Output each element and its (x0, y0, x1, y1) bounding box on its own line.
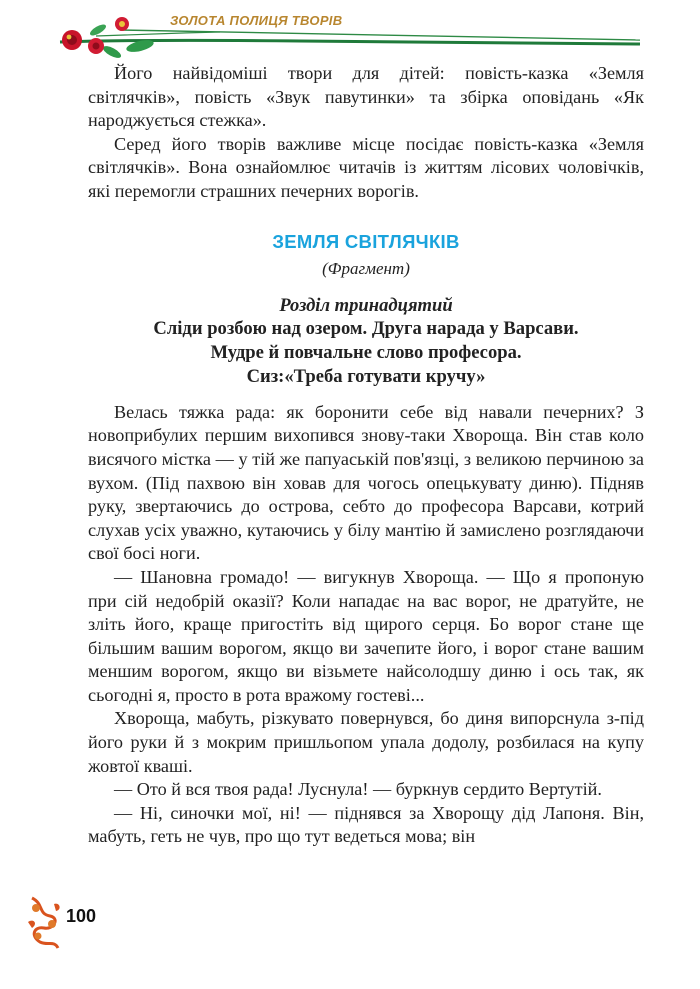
story-paragraph: — Шановна громадо! — вигукнув Хвороща. — Що я пропоную при сій недобрій оказії? Коли нападає на вас ворог, не дратуйте, не зліть його, краще пригостіть від щирого серця. Бо ворог стане ще більшим вашим ворогом, якщо ви зачепите його, і ворог стане вашим меншим ворогом, якщо ви візьмете найсолодшу диню і ось так, як сьогодні я, просто в рота вражому гостеві... (88, 566, 644, 705)
story-paragraph: Хвороща, мабуть, різкувато повернувся, бо диня випорснула з-під його руки й з мокрим пришльопом упала додолу, розбилася на купу жовтої кваші. (88, 708, 644, 776)
chapter-summary-line: Сиз:«Треба готувати кручу» (246, 365, 486, 387)
header-title: ЗОЛОТА ПОЛИЦЯ ТВОРІВ (170, 13, 343, 28)
chapter-heading (88, 294, 644, 389)
page-header (0, 0, 700, 70)
story-subtitle: (Фрагмент) (322, 258, 410, 278)
story-title: ЗЕМЛЯ СВІТЛЯЧКІВ (272, 230, 460, 252)
intro-paragraph: Його найвідоміші твори для дітей: повість-казка «Земля світлячків», повість «Звук павутинки» та збірка оповідань «Як народжується стежка». (88, 63, 644, 131)
story-paragraph: Велась тяжка рада: як боронити себе від навали печерних? З новоприбулих першим вихопився знову-таки Хвороща. Він став коло висячого містка — у тій же папуаській пов'язці, з великою перчиною за вухом. (Під пахвою він ховав для чогось опецькувату диню). Підняв руку, звертаючись до острова, себто до професора Варсави, котрий слухав усіх уважно, кутаючись у білу мантію й замислено розглядаючи свої босі ноги. (88, 401, 644, 564)
page-content (88, 62, 644, 849)
rose-vine-ornament (0, 0, 700, 70)
page-number: 100 (66, 906, 97, 926)
story-text (88, 401, 644, 849)
story-paragraph: — Ото й вся твоя рада! Луснула! — буркнув сердито Вертутій. (114, 779, 602, 800)
chapter-summary-line: Мудре й повчальне слово професора. (210, 342, 522, 364)
page-corner-ornament-icon (24, 894, 64, 954)
story-paragraph: — Ні, синочки мої, ні! — піднявся за Хворощу дід Лапоня. Він, мабуть, геть не чув, про що тут ведеться мова; він (88, 802, 644, 847)
intro-paragraph: Серед його творів важливе місце посідає повість-казка «Земля світлячків». Вона ознайомлює читачів із життям лісових чоловічків, які перемогли страшних печерних ворогів. (88, 133, 644, 201)
chapter-number: Розділ тринадцятий (279, 294, 453, 316)
chapter-summary-line: Сліди розбою над озером. Друга нарада у Варсави. (153, 318, 579, 340)
